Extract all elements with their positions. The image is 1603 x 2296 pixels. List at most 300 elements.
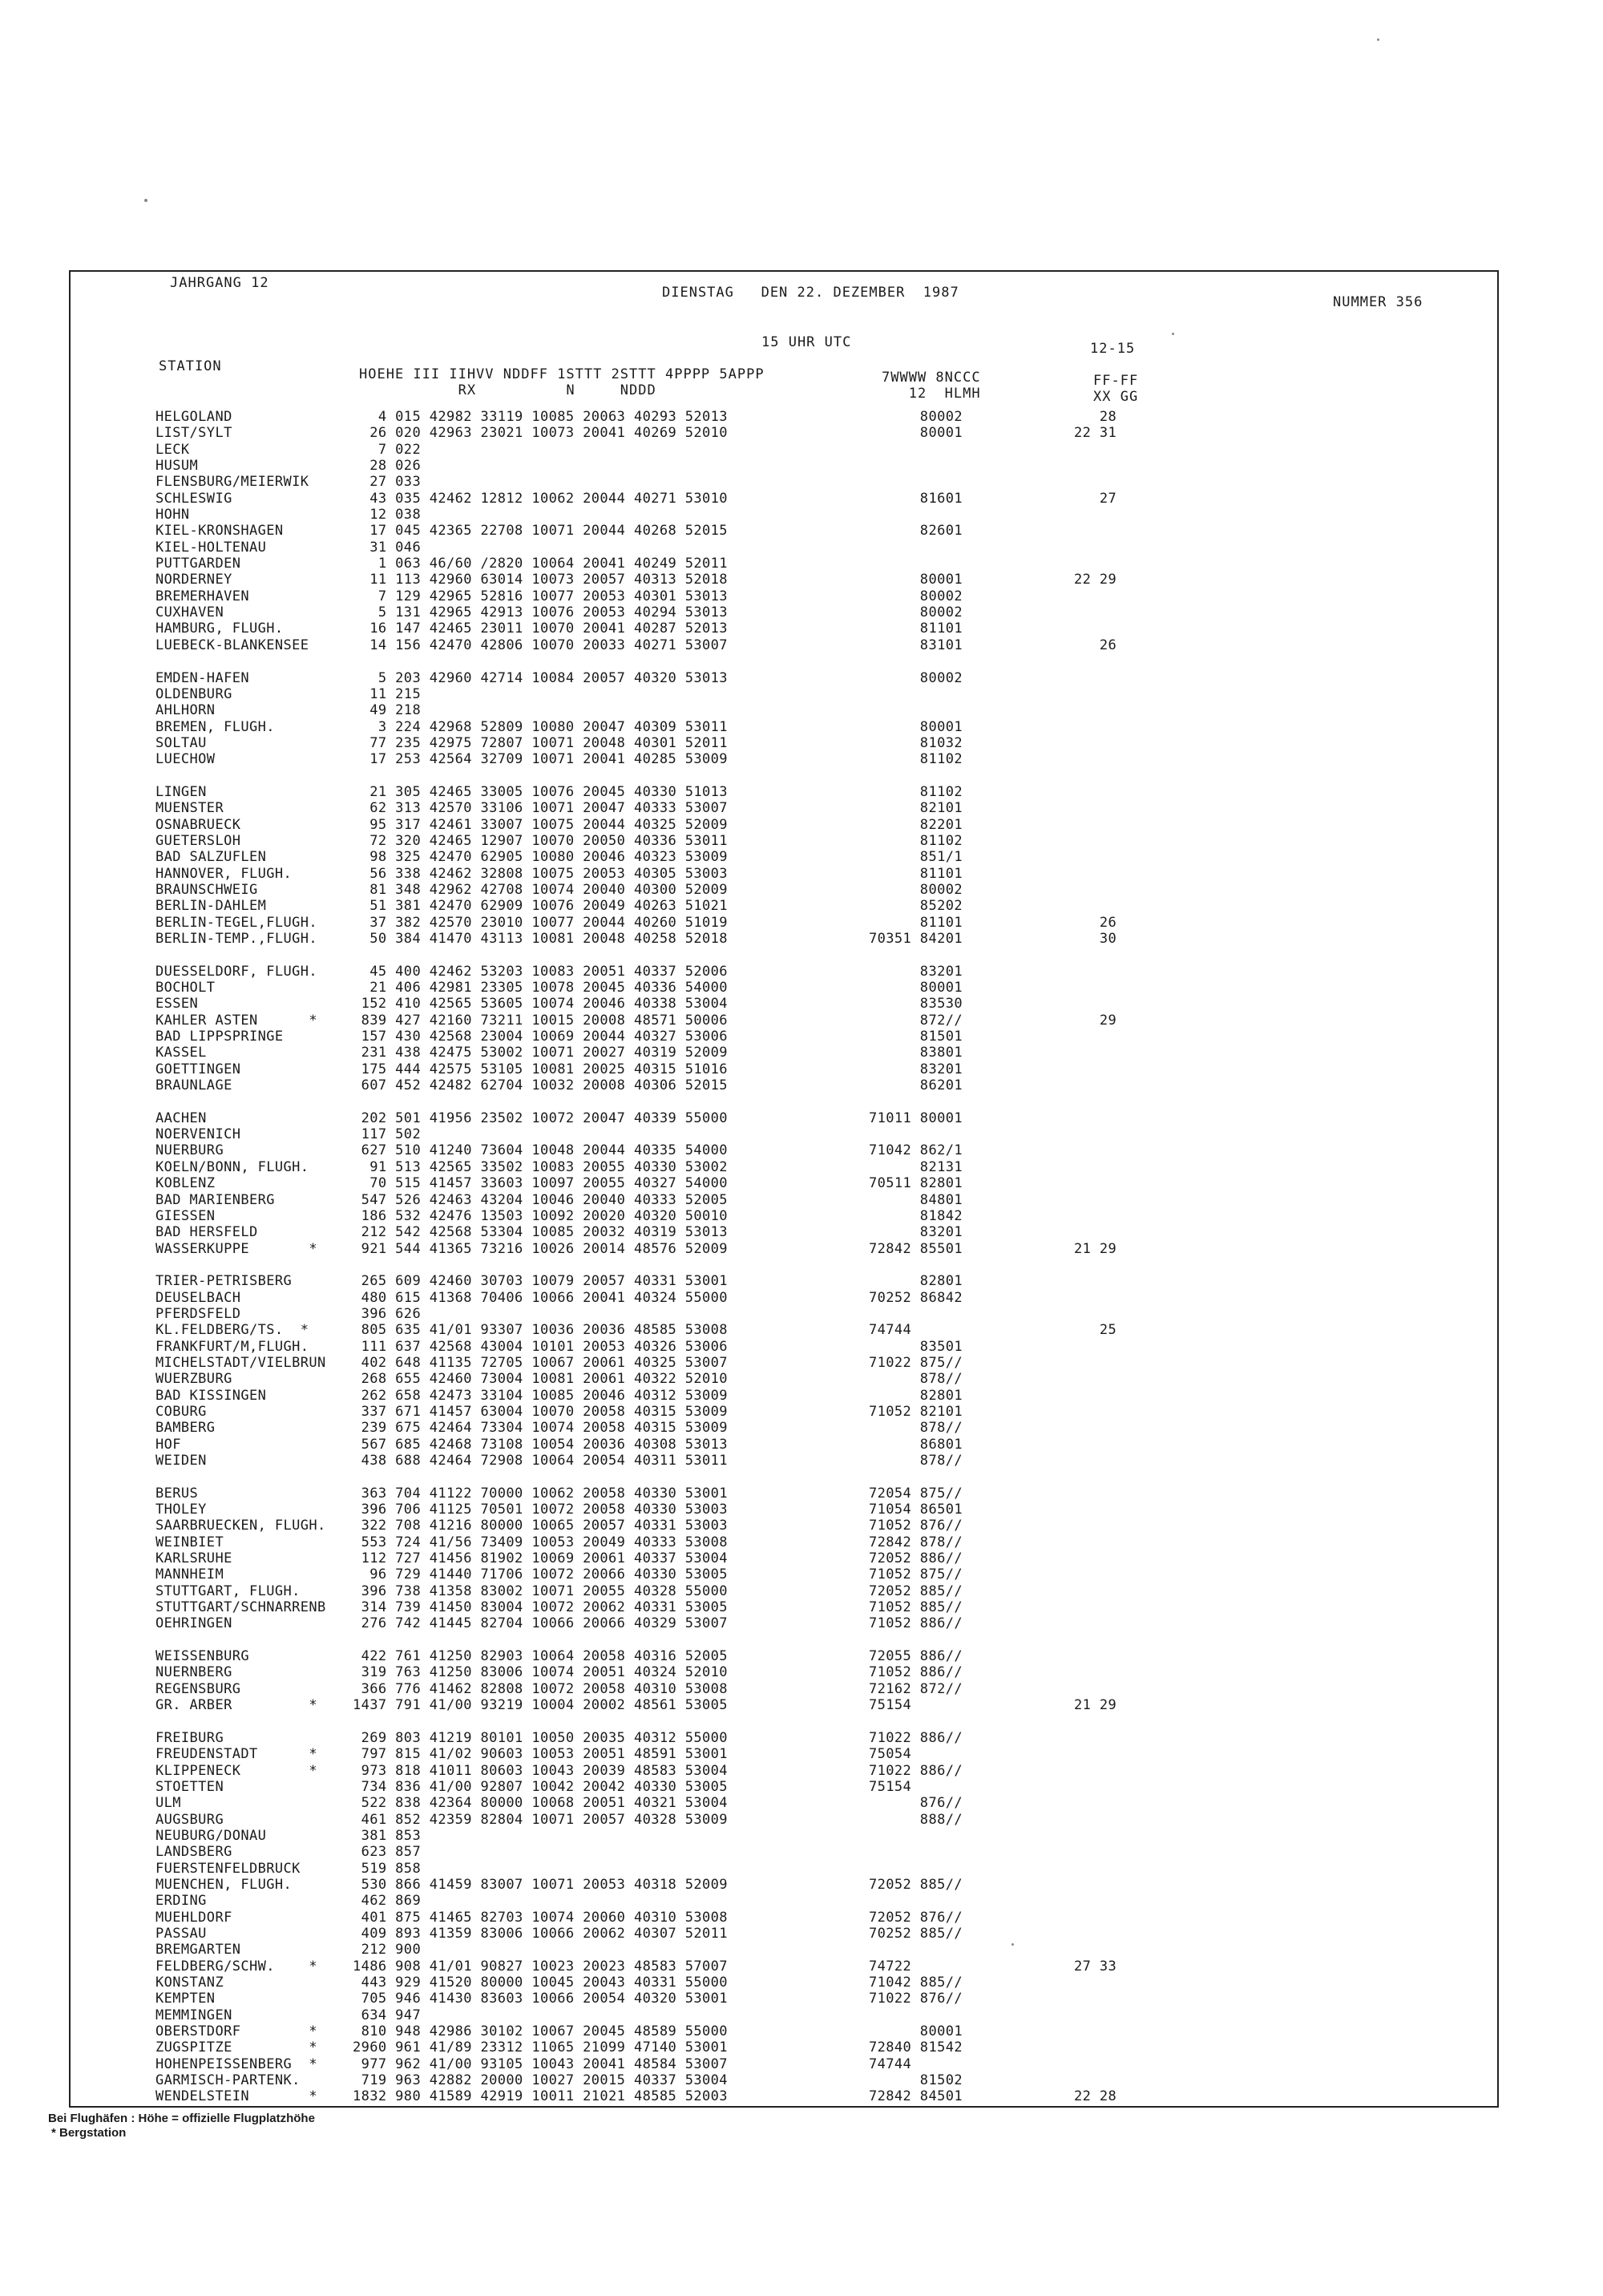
- blank-line: [869, 556, 963, 572]
- weather-codes: 81101: [869, 865, 963, 882]
- station-name: STUTTGART, FLUGH.: [155, 1583, 301, 1599]
- weather-codes: 74722: [869, 1958, 912, 1975]
- station-name: ESSEN: [155, 996, 199, 1013]
- station-name: FELDBERG/SCHW. *: [155, 1958, 318, 1975]
- station-codes: 3 224 42968 52809 10080 20047 40309 53011: [353, 718, 728, 735]
- station-name: MEMMINGEN: [155, 2007, 232, 2023]
- wind-gust-column: [1074, 409, 1116, 2105]
- weather-codes: 80002: [869, 409, 963, 425]
- station-name: LUECHOW: [155, 751, 216, 768]
- station-codes: 553 724 41/56 73409 10053 20049 40333 53008: [353, 1534, 728, 1550]
- blank-line: [869, 1893, 963, 1909]
- weather-codes: 72054 875//: [869, 1485, 963, 1502]
- weather-codes: 71042 885//: [869, 1975, 963, 1991]
- weather-cloud-column: [869, 409, 963, 2105]
- station-codes: 519 858: [353, 1860, 422, 1877]
- station-name-column: [155, 409, 326, 2105]
- blank-line: [1074, 1681, 1116, 1697]
- blank-line: [869, 1942, 963, 1958]
- station-codes: 734 836 41/00 92807 10042 20042 40330 53005: [353, 1778, 728, 1795]
- station-codes: 14 156 42470 42806 10070 20033 40271 53007: [353, 637, 728, 653]
- station-name: AACHEN: [155, 1110, 207, 1126]
- station-name: MUENCHEN, FLUGH.: [155, 1876, 293, 1893]
- blank-line: [869, 768, 963, 784]
- station-name: MUENSTER: [155, 800, 224, 817]
- weather-codes: 81502: [869, 2072, 963, 2089]
- blank-line: [1074, 1975, 1116, 1991]
- station-name: PFERDSFELD: [155, 1305, 241, 1322]
- blank-line: [1074, 523, 1116, 539]
- station-name: BREMERHAVEN: [155, 588, 249, 604]
- blank-line: [353, 1714, 728, 1730]
- weather-column-header-2: 12 HLMH: [882, 386, 981, 402]
- blank-line: [1074, 1224, 1116, 1240]
- weather-codes: 72840 81542: [869, 2039, 963, 2056]
- station-codes: 26 020 42963 23021 10073 20041 40269 52010: [353, 425, 728, 442]
- station-name: LINGEN: [155, 783, 207, 800]
- blank-line: [1074, 1257, 1116, 1273]
- station-codes: 461 852 42359 82804 10071 20057 40328 53009: [353, 1811, 728, 1828]
- blank-line: [1074, 833, 1116, 849]
- station-name: BERLIN-TEMP.,FLUGH.: [155, 931, 318, 947]
- station-name: WEIDEN: [155, 1453, 207, 1469]
- blank-line: [1074, 1828, 1116, 1844]
- weather-codes: 85202: [869, 898, 963, 915]
- station-name: HOF: [155, 1436, 181, 1453]
- station-name: BERLIN-TEGEL,FLUGH.: [155, 914, 318, 931]
- station-name: HAMBURG, FLUGH.: [155, 620, 284, 637]
- weather-codes: 80002: [869, 588, 963, 604]
- weather-codes: 80002: [869, 881, 963, 898]
- station-codes: 634 947: [353, 2007, 422, 2023]
- blank-line: [1074, 1093, 1116, 1110]
- weather-codes: 70511 82801: [869, 1175, 963, 1192]
- station-name: MUEHLDORF: [155, 1909, 232, 1926]
- weather-codes: 83101: [869, 637, 963, 653]
- station-name: SAARBRUECKEN, FLUGH.: [155, 1518, 326, 1534]
- observation-time: 15 UHR UTC: [761, 334, 852, 350]
- station-codes: 17 045 42365 22708 10071 20044 40268 52015: [353, 523, 728, 540]
- station-codes: 705 946 41430 83603 10066 20054 40320 53001: [353, 1991, 728, 2007]
- weather-codes: 83201: [869, 963, 963, 980]
- blank-line: [1074, 1371, 1116, 1387]
- station-name: KONSTANZ: [155, 1975, 224, 1991]
- date-label: DIENSTAG DEN 22. DEZEMBER 1987: [662, 285, 959, 301]
- weather-codes: 75054: [869, 1746, 912, 1763]
- station-codes: 262 658 42473 33104 10085 20046 40312 53009: [353, 1387, 728, 1404]
- weather-codes: 72052 885//: [869, 1876, 963, 1893]
- scan-speck: [1172, 333, 1174, 335]
- blank-line: [1074, 1061, 1116, 1077]
- station-name: KIEL-HOLTENAU: [155, 539, 267, 556]
- station-codes: 396 626: [353, 1305, 422, 1322]
- blank-line: [1074, 1534, 1116, 1550]
- blank-line: [1074, 1437, 1116, 1453]
- station-name: NOERVENICH: [155, 1126, 241, 1143]
- station-name: GIESSEN: [155, 1207, 216, 1224]
- station-name: LUEBECK-BLANKENSEE: [155, 637, 309, 653]
- blank-line: [1074, 947, 1116, 963]
- weather-codes: 83201: [869, 1061, 963, 1077]
- station-codes: 462 869: [353, 1893, 422, 1910]
- station-codes: 4 015 42982 33119 10085 20063 40293 52013: [353, 409, 728, 425]
- station-codes: 56 338 42462 32808 10075 20053 40305 53003: [353, 865, 728, 882]
- blank-line: [1074, 800, 1116, 816]
- weather-codes: 872//: [869, 1012, 963, 1029]
- station-codes: 607 452 42482 62704 10032 20008 40306 52015: [353, 1077, 728, 1094]
- station-codes: 27 033: [353, 474, 422, 491]
- station-name: TRIER-PETRISBERG: [155, 1273, 293, 1290]
- blank-line: [353, 947, 728, 963]
- station-codes: 186 532 42476 13503 10092 20020 40320 50010: [353, 1207, 728, 1224]
- blank-line: [1074, 1045, 1116, 1061]
- station-name: ERDING: [155, 1893, 207, 1910]
- station-codes: 1 063 46/60 /2820 10064 20041 40249 52011: [353, 556, 728, 572]
- station-name: BREMEN, FLUGH.: [155, 718, 275, 735]
- wind-column-header-2: XX GG: [1093, 389, 1139, 405]
- blank-line: [869, 1632, 963, 1648]
- weather-codes: 75154: [869, 1778, 912, 1795]
- station-name: COBURG: [155, 1403, 207, 1420]
- blank-line: [1074, 768, 1116, 784]
- blank-line: [1074, 1142, 1116, 1158]
- station-codes: 921 544 41365 73216 10026 20014 48576 52009: [353, 1240, 728, 1257]
- weather-codes: 72055 886//: [869, 1648, 963, 1665]
- station-codes: 797 815 41/02 90603 10053 20051 48591 53001: [353, 1746, 728, 1763]
- station-codes: 12 038: [353, 507, 422, 523]
- station-name: CUXHAVEN: [155, 604, 224, 621]
- weather-codes: 71054 86501: [869, 1502, 963, 1518]
- scan-speck: [1011, 1943, 1014, 1946]
- station-name: PASSAU: [155, 1925, 207, 1942]
- station-name: KL.FELDBERG/TS. *: [155, 1322, 309, 1339]
- blank-line: [1074, 2056, 1116, 2072]
- blank-line: [155, 1714, 326, 1730]
- station-codes: 623 857: [353, 1844, 422, 1861]
- blank-line: [869, 540, 963, 556]
- wind-gusts: 22 29: [1074, 572, 1117, 588]
- footnote-airport-height: Bei Flughäfen : Höhe = offizielle Flugplatzhöhe: [48, 2112, 315, 2125]
- blank-line: [1074, 620, 1116, 637]
- station-codes: 627 510 41240 73604 10048 20044 40335 54000: [353, 1142, 728, 1159]
- station-name: AHLHORN: [155, 702, 216, 719]
- blank-line: [353, 653, 728, 669]
- weather-codes: 71052 82101: [869, 1403, 963, 1420]
- blank-line: [1074, 1339, 1116, 1355]
- station-name: NUERBURG: [155, 1142, 224, 1159]
- blank-line: [1074, 2023, 1116, 2039]
- blank-line: [1074, 1632, 1116, 1648]
- station-codes: 719 963 42882 20000 10027 20015 40337 53004: [353, 2072, 728, 2089]
- station-name: DUESSELDORF, FLUGH.: [155, 963, 318, 980]
- station-codes: 70 515 41457 33603 10097 20055 40327 54000: [353, 1175, 728, 1192]
- station-codes: 17 253 42564 32709 10071 20041 40285 53009: [353, 751, 728, 768]
- station-codes: 7 022: [353, 441, 422, 458]
- station-codes: 265 609 42460 30703 10079 20057 40331 53001: [353, 1273, 728, 1290]
- blank-line: [869, 653, 963, 669]
- station-codes: 62 313 42570 33106 10071 20047 40333 53007: [353, 800, 728, 817]
- blank-line: [1074, 1566, 1116, 1583]
- station-codes: 11 113 42960 63014 10073 20057 40313 52018: [353, 572, 728, 588]
- station-name: KAHLER ASTEN *: [155, 1012, 318, 1029]
- weather-codes: 71022 875//: [869, 1354, 963, 1371]
- weather-codes: 71011 80001: [869, 1110, 963, 1126]
- station-name: OEHRINGEN: [155, 1615, 232, 1632]
- blank-line: [1074, 1583, 1116, 1599]
- wind-gusts: 25: [1074, 1322, 1117, 1339]
- weather-codes: 82131: [869, 1158, 963, 1175]
- weather-codes: 71022 876//: [869, 1991, 963, 2007]
- station-codes: 43 035 42462 12812 10062 20044 40271 53010: [353, 490, 728, 507]
- station-name: FREIBURG: [155, 1729, 224, 1746]
- blank-line: [869, 1257, 963, 1273]
- weather-codes: 75154: [869, 1697, 912, 1714]
- station-name: BREMGARTEN: [155, 1942, 241, 1958]
- station-name: NUERNBERG: [155, 1664, 232, 1681]
- blank-line: [1074, 556, 1116, 572]
- blank-line: [353, 1257, 728, 1273]
- blank-line: [869, 474, 963, 490]
- station-name: NEUBURG/DONAU: [155, 1827, 267, 1844]
- station-codes: 547 526 42463 43204 10046 20040 40333 52005: [353, 1191, 728, 1208]
- weather-codes: 878//: [869, 1453, 963, 1469]
- station-name: FLENSBURG/MEIERWIK: [155, 474, 309, 491]
- station-codes: 2960 961 41/89 23312 11065 21099 47140 53001: [353, 2039, 728, 2056]
- blank-line: [1074, 1469, 1116, 1485]
- blank-line: [1074, 1175, 1116, 1191]
- station-codes: 522 838 42364 80000 10068 20051 40321 53004: [353, 1795, 728, 1812]
- station-name: NORDERNEY: [155, 572, 232, 588]
- weather-codes: 74744: [869, 1322, 912, 1339]
- blank-line: [155, 1257, 326, 1273]
- blank-line: [1074, 1502, 1116, 1518]
- blank-line: [1074, 686, 1116, 702]
- station-name: BRAUNLAGE: [155, 1077, 232, 1094]
- station-codes: 5 203 42960 42714 10084 20057 40320 53013: [353, 669, 728, 686]
- blank-line: [353, 1093, 728, 1110]
- table-frame-bottom-border: [69, 2106, 1499, 2108]
- station-codes: 443 929 41520 80000 10045 20043 40331 55000: [353, 1975, 728, 1991]
- weather-codes: 72052 885//: [869, 1583, 963, 1599]
- station-codes: 973 818 41011 80603 10043 20039 48583 53004: [353, 1762, 728, 1779]
- weather-codes: 82801: [869, 1387, 963, 1404]
- station-codes: 805 635 41/01 93307 10036 20036 48585 53008: [353, 1322, 728, 1339]
- blank-line: [1074, 882, 1116, 898]
- station-codes: 438 688 42464 72908 10064 20054 40311 53011: [353, 1453, 728, 1469]
- station-name: EMDEN-HAFEN: [155, 669, 249, 686]
- station-codes: 231 438 42475 53002 10071 20027 40319 52009: [353, 1045, 728, 1061]
- blank-line: [1074, 964, 1116, 980]
- blank-line: [1074, 1273, 1116, 1289]
- station-name: SCHLESWIG: [155, 490, 232, 507]
- weather-codes: 81102: [869, 783, 963, 800]
- blank-line: [1074, 507, 1116, 523]
- wind-gusts: 27: [1074, 490, 1117, 507]
- station-name: STOETTEN: [155, 1778, 224, 1795]
- station-codes: 401 875 41465 82703 10074 20060 40310 53008: [353, 1909, 728, 1926]
- station-name: MICHELSTADT/VIELBRUN: [155, 1354, 326, 1371]
- wind-gusts: 29: [1074, 1012, 1117, 1029]
- station-name: WENDELSTEIN *: [155, 2088, 318, 2105]
- blank-line: [869, 1828, 963, 1844]
- station-name: GR. ARBER *: [155, 1697, 318, 1714]
- weather-codes: 81101: [869, 914, 963, 931]
- blank-line: [1074, 866, 1116, 882]
- blank-line: [1074, 751, 1116, 767]
- station-codes: 112 727 41456 81902 10069 20061 40337 53004: [353, 1550, 728, 1567]
- blank-line: [1074, 1664, 1116, 1680]
- blank-line: [1074, 1615, 1116, 1631]
- station-name: FUERSTENFELDBRUCK: [155, 1860, 301, 1877]
- blank-line: [1074, 442, 1116, 458]
- station-column-header: STATION: [159, 358, 222, 374]
- blank-line: [1074, 719, 1116, 735]
- weather-codes: 83530: [869, 996, 963, 1013]
- codes-column-header-1: HOEHE III IIHVV NDDFF 1STTT 2STTT 4PPPP 5APPP: [359, 366, 765, 382]
- weather-codes: 851/1: [869, 849, 963, 866]
- weather-codes: 70252 885//: [869, 1925, 963, 1942]
- station-codes: 810 948 42986 30102 10067 20045 48589 55000: [353, 2023, 728, 2040]
- blank-line: [155, 1469, 326, 1485]
- station-codes: 175 444 42575 53105 10081 20025 40315 51016: [353, 1061, 728, 1077]
- station-codes: 366 776 41462 82808 10072 20058 40310 53008: [353, 1680, 728, 1697]
- station-codes: 314 739 41450 83004 10072 20062 40331 53005: [353, 1599, 728, 1616]
- weather-codes: 71052 876//: [869, 1518, 963, 1534]
- blank-line: [1074, 474, 1116, 490]
- station-codes: 51 381 42470 62909 10076 20049 40263 51021: [353, 898, 728, 915]
- weather-codes: 80001: [869, 425, 963, 442]
- station-codes: 480 615 41368 70406 10066 20041 40324 55000: [353, 1289, 728, 1306]
- blank-line: [1074, 1290, 1116, 1306]
- blank-line: [1074, 1877, 1116, 1893]
- weather-codes: 72842 84501: [869, 2088, 963, 2105]
- station-codes: 396 738 41358 83002 10071 20055 40328 55000: [353, 1583, 728, 1599]
- station-codes: 268 655 42460 73004 10081 20061 40322 52010: [353, 1371, 728, 1388]
- station-name: BAD SALZUFLEN: [155, 849, 267, 866]
- station-codes: 530 866 41459 83007 10071 20053 40318 52009: [353, 1876, 728, 1893]
- station-name: REGENSBURG: [155, 1680, 241, 1697]
- weather-codes: 72052 886//: [869, 1550, 963, 1567]
- blank-line: [1074, 1306, 1116, 1322]
- weather-codes: 74744: [869, 2055, 912, 2072]
- station-codes: 202 501 41956 23502 10072 20047 40339 55000: [353, 1110, 728, 1126]
- period-label: 12-15: [1090, 341, 1136, 357]
- blank-line: [1074, 1110, 1116, 1126]
- station-name: KEMPTEN: [155, 1991, 216, 2007]
- station-name: ULM: [155, 1795, 181, 1812]
- station-name: OSNABRUECK: [155, 816, 241, 833]
- blank-line: [1074, 702, 1116, 718]
- blank-line: [869, 686, 963, 702]
- blank-line: [1074, 817, 1116, 833]
- wind-gusts: 28: [1074, 409, 1117, 425]
- blank-line: [155, 1632, 326, 1648]
- station-name: THOLEY: [155, 1502, 207, 1518]
- blank-line: [1074, 1926, 1116, 1942]
- station-name: MANNHEIM: [155, 1566, 224, 1583]
- station-name: DEUSELBACH: [155, 1289, 241, 1306]
- weather-codes: 72162 872//: [869, 1680, 963, 1697]
- weather-codes: 82201: [869, 816, 963, 833]
- weather-codes: 70351 84201: [869, 931, 963, 947]
- blank-line: [869, 947, 963, 963]
- weather-codes: 81102: [869, 751, 963, 768]
- station-name: WEINBIET: [155, 1534, 224, 1550]
- blank-line: [869, 458, 963, 474]
- weather-codes: 71052 886//: [869, 1615, 963, 1632]
- station-codes: 363 704 41122 70000 10062 20058 40330 53001: [353, 1485, 728, 1502]
- station-codes: 212 900: [353, 1942, 422, 1958]
- station-name: BAD MARIENBERG: [155, 1191, 275, 1208]
- station-codes: 21 406 42981 23305 10078 20045 40336 54000: [353, 980, 728, 996]
- blank-line: [869, 1844, 963, 1860]
- station-codes: 157 430 42568 23004 10069 20044 40327 53006: [353, 1029, 728, 1045]
- weather-codes: 82601: [869, 523, 963, 540]
- blank-line: [1074, 1861, 1116, 1877]
- station-name: LANDSBERG: [155, 1844, 232, 1861]
- blank-line: [869, 702, 963, 718]
- weather-codes: 71042 862/1: [869, 1142, 963, 1159]
- blank-line: [155, 653, 326, 669]
- blank-line: [1074, 996, 1116, 1012]
- weather-codes: 81842: [869, 1207, 963, 1224]
- blank-line: [1074, 1730, 1116, 1746]
- blank-line: [1074, 1763, 1116, 1779]
- blank-line: [155, 947, 326, 963]
- station-codes: 977 962 41/00 93105 10043 20041 48584 53007: [353, 2055, 728, 2072]
- station-codes: 16 147 42465 23011 10070 20041 40287 52013: [353, 620, 728, 637]
- station-codes: 396 706 41125 70501 10072 20058 40330 53003: [353, 1502, 728, 1518]
- weather-codes: 70252 86842: [869, 1289, 963, 1306]
- weather-column-header-1: 7WWWW 8NCCC: [882, 370, 981, 386]
- weather-codes: 71052 885//: [869, 1599, 963, 1616]
- blank-line: [1074, 1192, 1116, 1208]
- blank-line: [1074, 1991, 1116, 2007]
- jahrgang-label: JAHRGANG 12: [170, 275, 269, 291]
- blank-line: [1074, 1746, 1116, 1762]
- blank-line: [869, 442, 963, 458]
- weather-codes: 71022 886//: [869, 1729, 963, 1746]
- station-name: KLIPPENECK *: [155, 1762, 318, 1779]
- station-codes: 11 215: [353, 685, 422, 702]
- station-name: HANNOVER, FLUGH.: [155, 865, 293, 882]
- blank-line: [1074, 1077, 1116, 1093]
- blank-line: [1074, 2072, 1116, 2088]
- blank-line: [1074, 653, 1116, 669]
- station-name: HELGOLAND: [155, 409, 232, 425]
- wind-gusts: 22 28: [1074, 2088, 1117, 2105]
- weather-codes: 72842 878//: [869, 1534, 963, 1550]
- weather-codes: 83201: [869, 1224, 963, 1241]
- blank-line: [1074, 1486, 1116, 1502]
- blank-line: [1074, 1599, 1116, 1615]
- station-codes: 1437 791 41/00 93219 10004 20002 48561 53005: [353, 1697, 728, 1714]
- station-codes: 50 384 41470 43113 10081 20048 40258 52018: [353, 931, 728, 947]
- blank-line: [1074, 540, 1116, 556]
- wind-gusts: 26: [1074, 914, 1117, 931]
- station-name: KOBLENZ: [155, 1175, 216, 1192]
- wind-gusts: 27 33: [1074, 1958, 1117, 1975]
- station-codes: 111 637 42568 43004 10101 20053 40326 53006: [353, 1338, 728, 1355]
- station-name: BERLIN-DAHLEM: [155, 898, 267, 915]
- station-name: HOHENPEISSENBERG *: [155, 2055, 318, 2072]
- blank-line: [1074, 735, 1116, 751]
- weather-codes: 878//: [869, 1371, 963, 1388]
- station-name: BERUS: [155, 1485, 199, 1502]
- station-codes: 422 761 41250 82903 10064 20058 40316 52005: [353, 1648, 728, 1665]
- station-codes: 1832 980 41589 42919 10011 21021 48585 52003: [353, 2088, 728, 2105]
- blank-line: [1074, 980, 1116, 996]
